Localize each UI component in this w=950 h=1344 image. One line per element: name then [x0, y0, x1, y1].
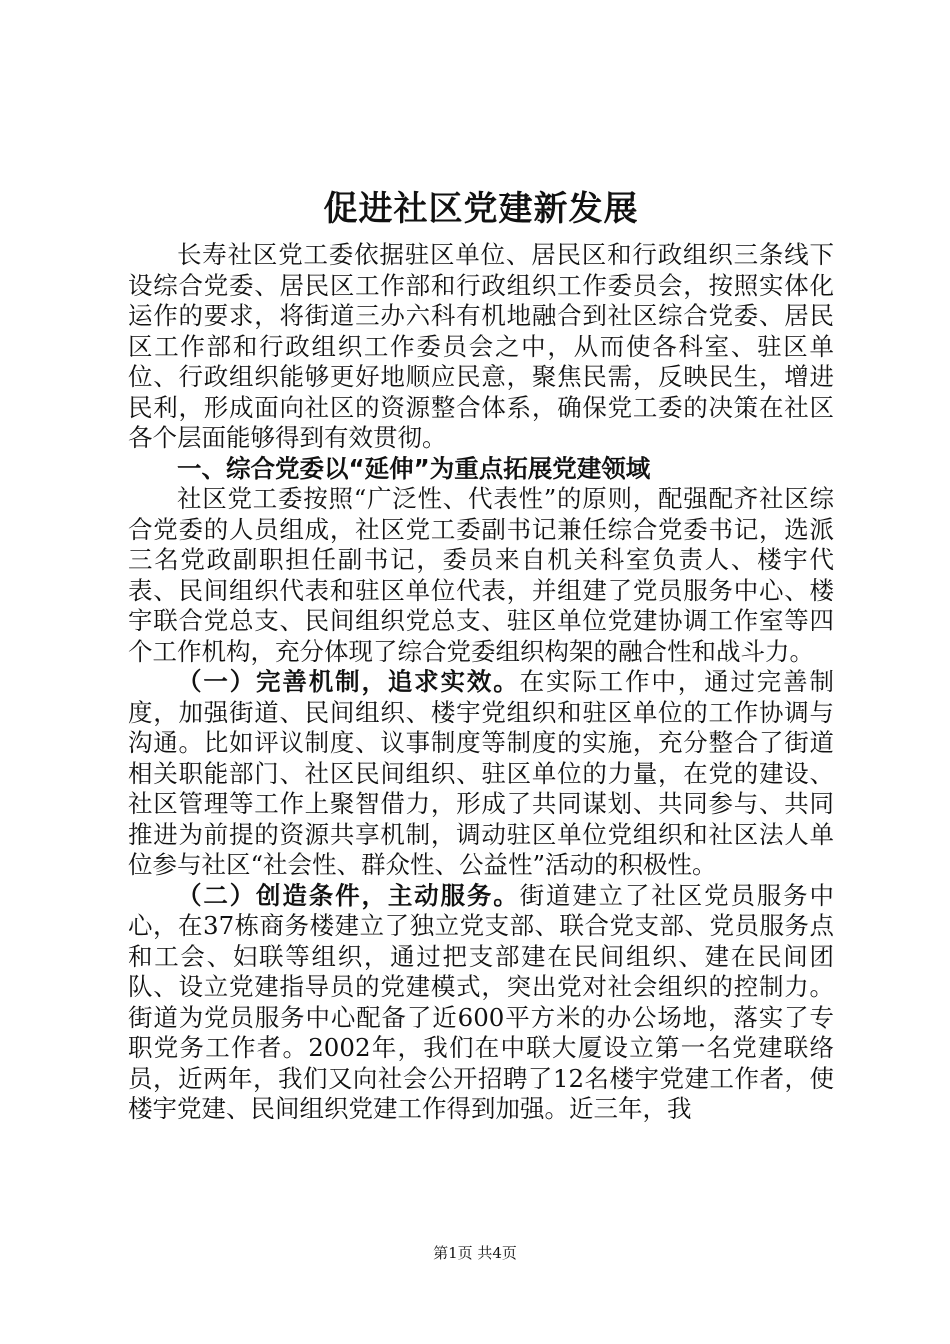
- section-heading: 一、综合党委以“延伸”为重点拓展党建领域: [177, 453, 651, 483]
- item-one-body: 在实际工作中，通过完善制度，加强街道、民间组织、楼宇党组织和驻区单位的工作协调与沟通。比如评议制度、议事制度等制度的实施，充分整合了街道相关职能部门、社区民间组织、驻区单位的力量，在党的建设、社区管理等工作上聚智借力，形成了共同谋划、共同参与、共同推进为前提的资源共享机制，调动驻区单位党组织和社区法人单位参与社区“社会性、群众性、公益性”活动的积极性。: [128, 667, 835, 879]
- section-paragraph: 社区党工委按照“广泛性、代表性”的原则，配强配齐社区综合党委的人员组成，社区党工委副书记兼任综合党委书记，选派三名党政副职担任副书记，委员来自机关科室负责人、楼宇代表、民间组织代表和驻区单位代表，并组建了党员服务中心、楼宇联合党总支、民间组织党总支、驻区单位党建协调工作室等四个工作机构，充分体现了综合党委组织构架的融合性和战斗力。: [128, 484, 834, 666]
- page-footer: 第1页 共4页: [433, 1244, 517, 1262]
- intro-paragraph: 长寿社区党工委依据驻区单位、居民区和行政组织三条线下设综合党委、居民区工作部和行政组织工作委员会，按照实体化运作的要求，将街道三办六科有机地融合到社区综合党委、居民区工作部和行政组织工作委员会之中，从而使各科室、驻区单位、行政组织能够更好地顺应民意，聚焦民需，反映民生，增进民利，形成面向社区的资源整合体系，确保党工委的决策在社区各个层面能够得到有效贯彻。: [128, 240, 834, 452]
- item-one-lead: （一）完善机制，追求实效。: [177, 667, 520, 696]
- item-two-paragraph: [128, 881, 834, 1125]
- item-two-body: 街道建立了社区党员服务中心，在37栋商务楼建立了独立党支部、联合党支部、党员服务点和工会、妇联等组织，通过把支部建在民间组织、建在民间团队、设立党建指导员的党建模式，突出党对社会组织的控制力。街道为党员服务中心配备了近600平方米的办公场地，落实了专职党务工作者。2002年，我们在中联大厦设立第一名党建联络员，近两年，我们又向社会公开招聘了12名楼宇党建工作者，使楼宇党建、民间组织党建工作得到加强。近三年，我: [128, 880, 835, 1123]
- item-one-paragraph: [128, 667, 834, 881]
- document-title: 促进社区党建新发展: [323, 189, 639, 229]
- item-two-lead: （二）创造条件，主动服务。: [177, 880, 520, 910]
- document-body: [128, 186, 834, 1125]
